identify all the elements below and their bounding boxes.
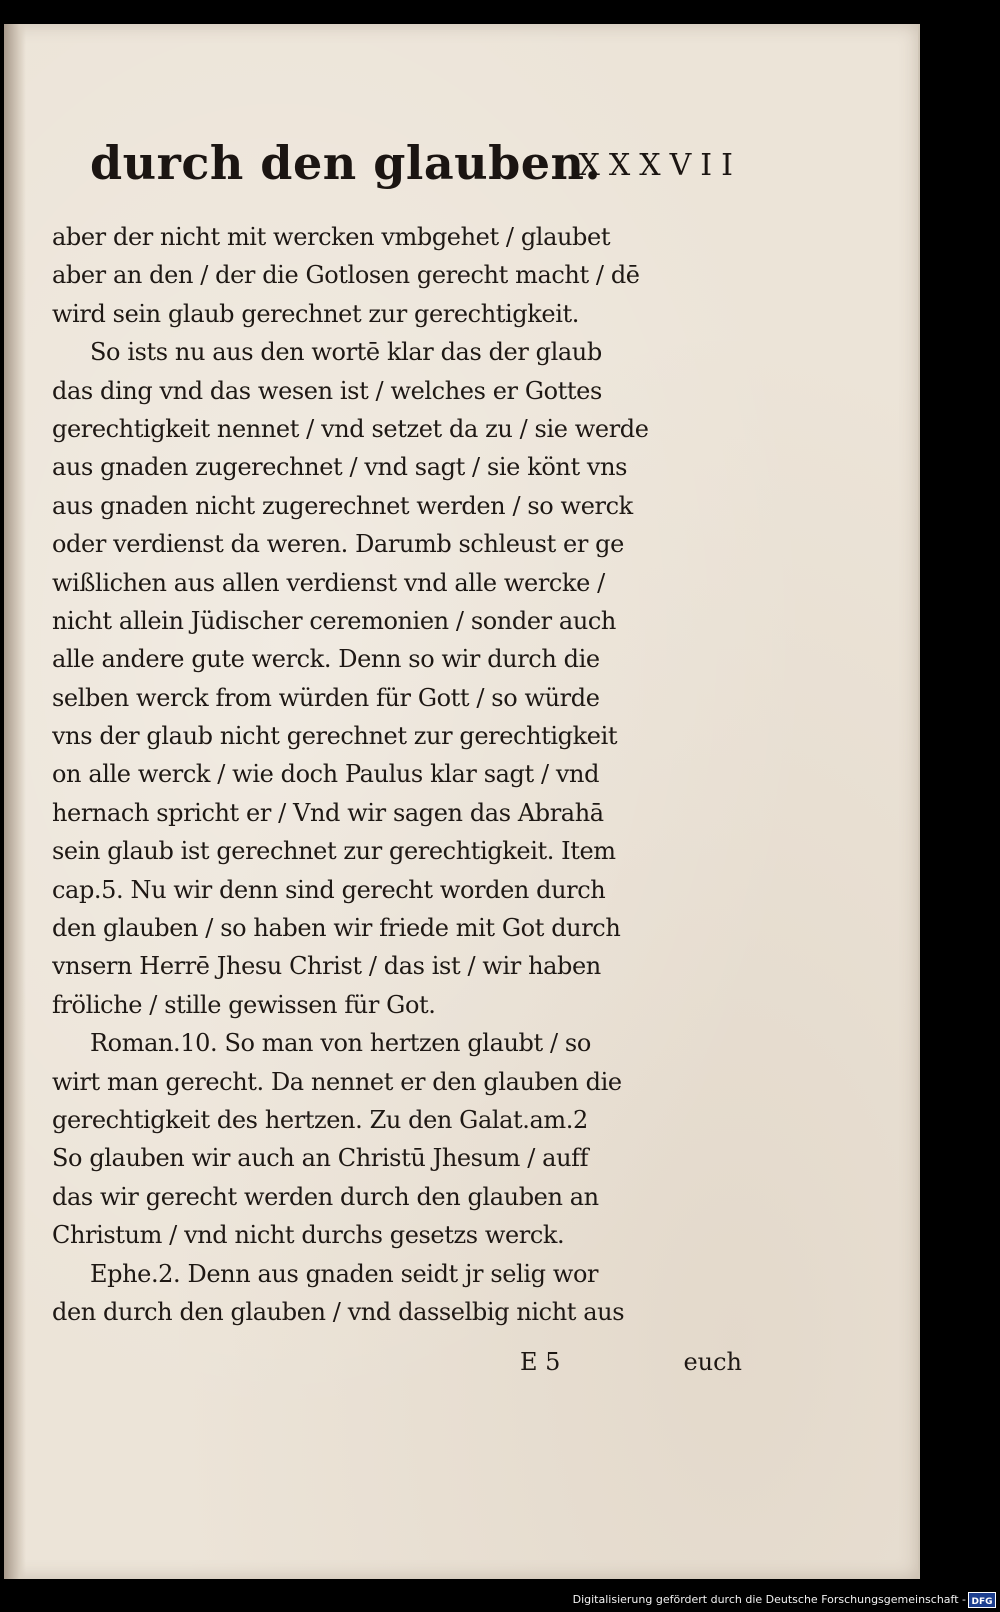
book-page — [4, 24, 920, 1579]
text-line: So ists nu aus den wortē klar das der glaub — [90, 338, 602, 367]
text-line: alle andere gute werck. Denn so wir durch die — [52, 645, 600, 674]
signature-mark: E 5 — [520, 1348, 561, 1376]
text-line: Roman.10. So man von hertzen glaubt / so — [90, 1029, 591, 1058]
text-line: wißlichen aus allen verdienst vnd alle wercke / — [52, 568, 605, 597]
text-line: fröliche / stille gewissen für Got. — [52, 990, 436, 1019]
text-line: aus gnaden nicht zugerechnet werden / so werck — [52, 491, 633, 520]
funding-credit: Digitalisierung gefördert durch die Deutsche Forschungsgemeinschaft - — [572, 1593, 966, 1606]
text-line: nicht allein Jüdischer ceremonien / sonder auch — [52, 606, 616, 635]
text-line: aber der nicht mit wercken vmbgehet / glaubet — [52, 223, 611, 251]
page-bottom-marks — [52, 1348, 742, 1388]
text-line: selben werck from würden für Gott / so würde — [52, 683, 600, 712]
running-head — [90, 136, 742, 206]
text-line: Christum / vnd nicht durchs gesetzs werck. — [52, 1221, 565, 1250]
text-line: den glauben / so haben wir friede mit Got durch — [52, 914, 621, 943]
catchword: euch — [683, 1348, 742, 1376]
text-line: sein glaub ist gerechnet zur gerechtigkeit. Item — [52, 837, 616, 866]
text-line: Ephe.2. Denn aus gnaden seidt jr selig wor — [90, 1259, 599, 1288]
text-line: das ding vnd das wesen ist / welches er Gottes — [52, 376, 602, 405]
text-line: aber an den / der die Gotlosen gerecht macht / dē — [52, 261, 640, 290]
text-line: So glauben wir auch an Christū Jhesum / auff — [52, 1144, 589, 1173]
text-line: cap.5. Nu wir denn sind gerecht worden durch — [52, 875, 606, 904]
text-line: vns der glaub nicht gerechnet zur gerechtigkeit — [52, 722, 618, 751]
page-gutter-shadow — [4, 24, 26, 1579]
text-line: das wir gerecht werden durch den glauben an — [52, 1182, 599, 1211]
text-line: vnsern Herrē Jhesu Christ / das ist / wir haben — [52, 952, 601, 981]
text-line: den durch den glauben / vnd dasselbig nicht aus — [52, 1297, 625, 1326]
text-line: gerechtigkeit nennet / vnd setzet da zu / sie werde — [52, 414, 649, 443]
text-line: oder verdienst da weren. Darumb schleust er ge — [52, 530, 624, 559]
text-line: wird sein glaub gerechnet zur gerechtigkeit. — [52, 299, 579, 328]
text-line: aus gnaden zugerechnet / vnd sagt / sie könt vns — [52, 453, 628, 482]
text-line: on alle werck / wie doch Paulus klar sagt / vnd — [52, 760, 600, 789]
footer-bar — [0, 1588, 1000, 1612]
dfg-logo-icon — [968, 1592, 996, 1608]
folio-number: XXXVII — [578, 148, 742, 183]
text-line: hernach spricht er / Vnd wir sagen das Abrahā — [52, 798, 604, 827]
text-line: gerechtigkeit des hertzen. Zu den Galat.am.2 — [52, 1105, 588, 1134]
text-block — [52, 218, 742, 1331]
running-head-title: durch den glauben. — [90, 136, 601, 190]
text-line: wirt man gerecht. Da nennet er den glauben die — [52, 1067, 622, 1096]
svg-text:DFG: DFG — [971, 1597, 993, 1607]
